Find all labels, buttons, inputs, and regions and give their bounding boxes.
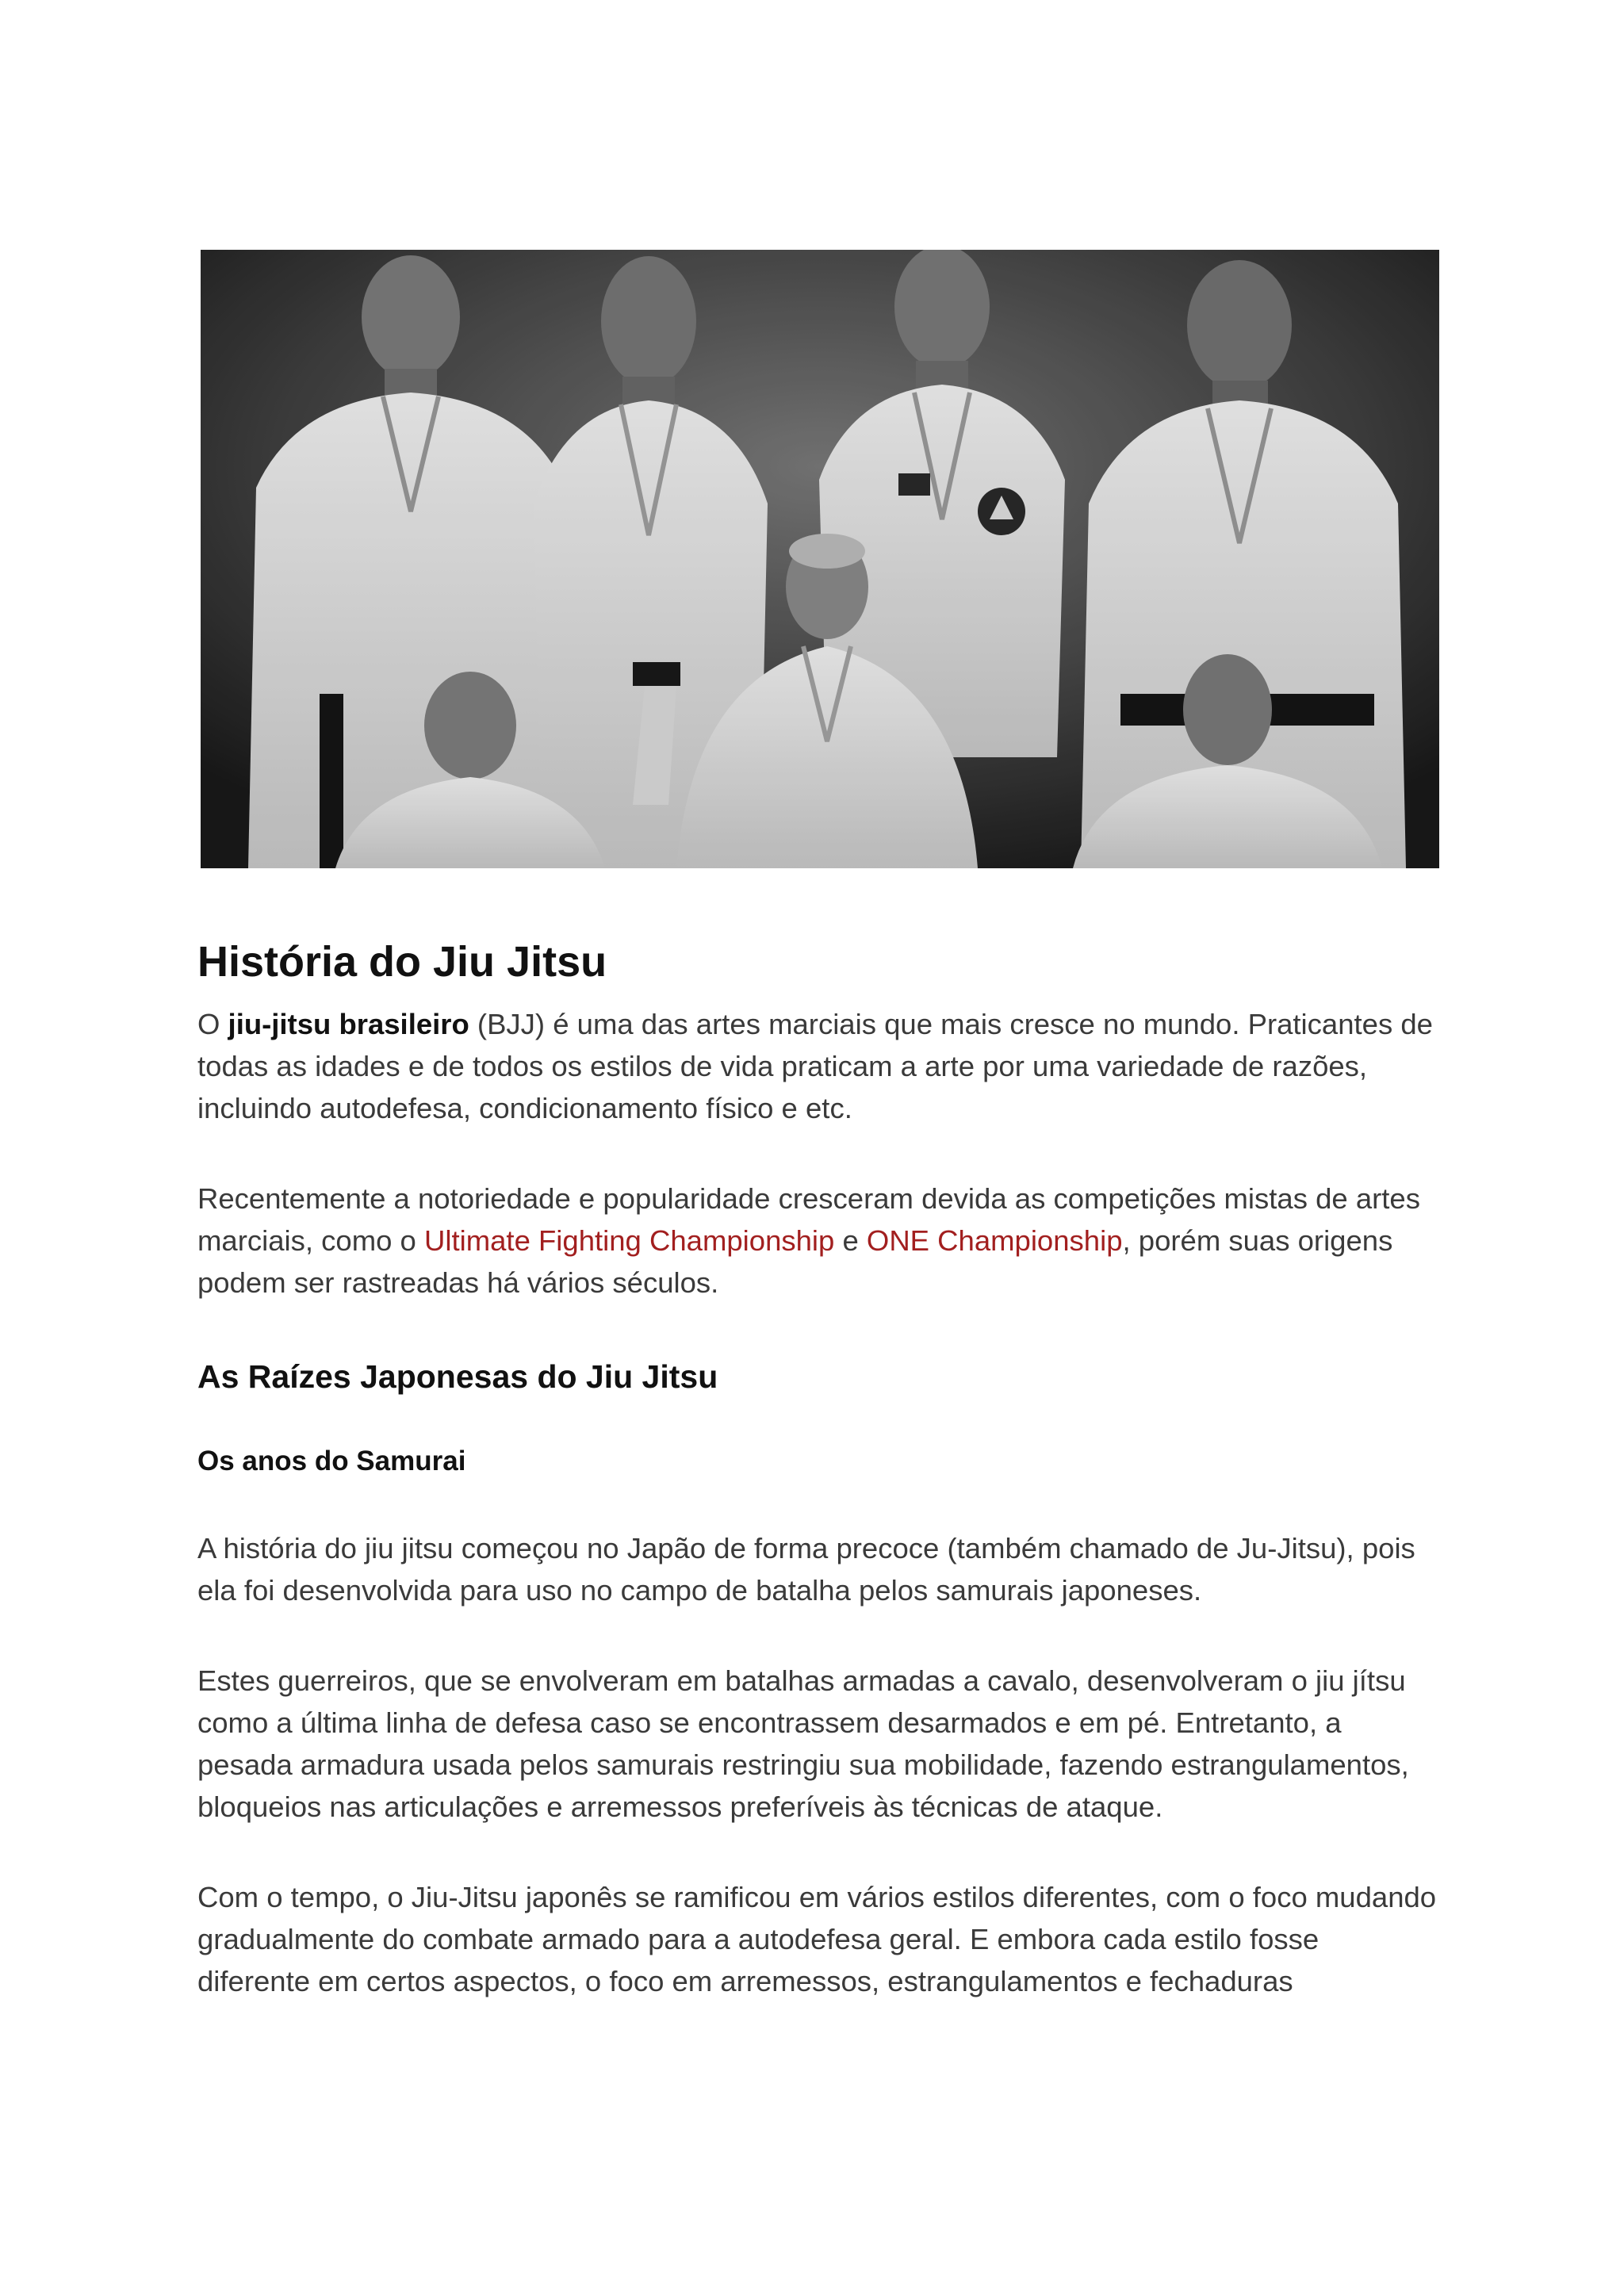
page-title: História do Jiu Jitsu	[197, 938, 607, 986]
subsection-title: Os anos do Samurai	[197, 1446, 466, 1476]
intro-bold-term: jiu-jitsu brasileiro	[228, 1008, 469, 1040]
ufc-link[interactable]: Ultimate Fighting Championship	[424, 1224, 835, 1257]
popularity-before: Recentemente a notoriedade e popularidade cresceram devida as competições mistas de artes marciais, como o	[197, 1182, 1420, 1257]
popularity-between: e	[834, 1224, 867, 1257]
intro-paragraph	[197, 1003, 1439, 1129]
popularity-after: , porém suas origens podem ser rastreadas há vários séculos.	[197, 1224, 1393, 1299]
samurai-paragraph-2: Estes guerreiros, que se envolveram em batalhas armadas a cavalo, desenvolveram o jiu jítsu como a última linha de defesa caso se encontrassem desarmados e em pé. Entretanto, a pesada armadura usada pelos samurais restringiu sua mobilidade, fazendo estrangulamentos, bloqueios nas articulações e arremessos preferíveis às técnicas de ataque.	[197, 1664, 1409, 1823]
intro-rest: (BJJ) é uma das artes marciais que mais cresce no mundo. Praticantes de todas as idades e de todos os estilos de vida praticam a arte por uma variedade de razões, incluindo autodefesa, condicionamento físico e etc.	[197, 1008, 1433, 1124]
section-title: As Raízes Japonesas do Jiu Jitsu	[197, 1358, 718, 1395]
samurai-paragraph-1: A história do jiu jitsu começou no Japão de forma precoce (também chamado de Ju-Jitsu), pois ela foi desenvolvida para uso no campo de batalha pelos samurais japoneses.	[197, 1532, 1415, 1607]
martial-arts-group-photo-icon	[201, 250, 1439, 868]
intro-lead: O	[197, 1008, 228, 1040]
article	[197, 250, 1439, 2002]
one-championship-link[interactable]: ONE Championship	[866, 1224, 1123, 1257]
samurai-paragraph-3: Com o tempo, o Jiu-Jitsu japonês se ramificou em vários estilos diferentes, com o foco mudando gradualmente do combate armado para a autodefesa geral. E embora cada estilo fosse diferente em certos aspectos, o foco em arremessos, estrangulamentos e fechaduras	[197, 1881, 1437, 1997]
hero-photo	[201, 250, 1439, 868]
popularity-paragraph	[197, 1178, 1439, 1304]
